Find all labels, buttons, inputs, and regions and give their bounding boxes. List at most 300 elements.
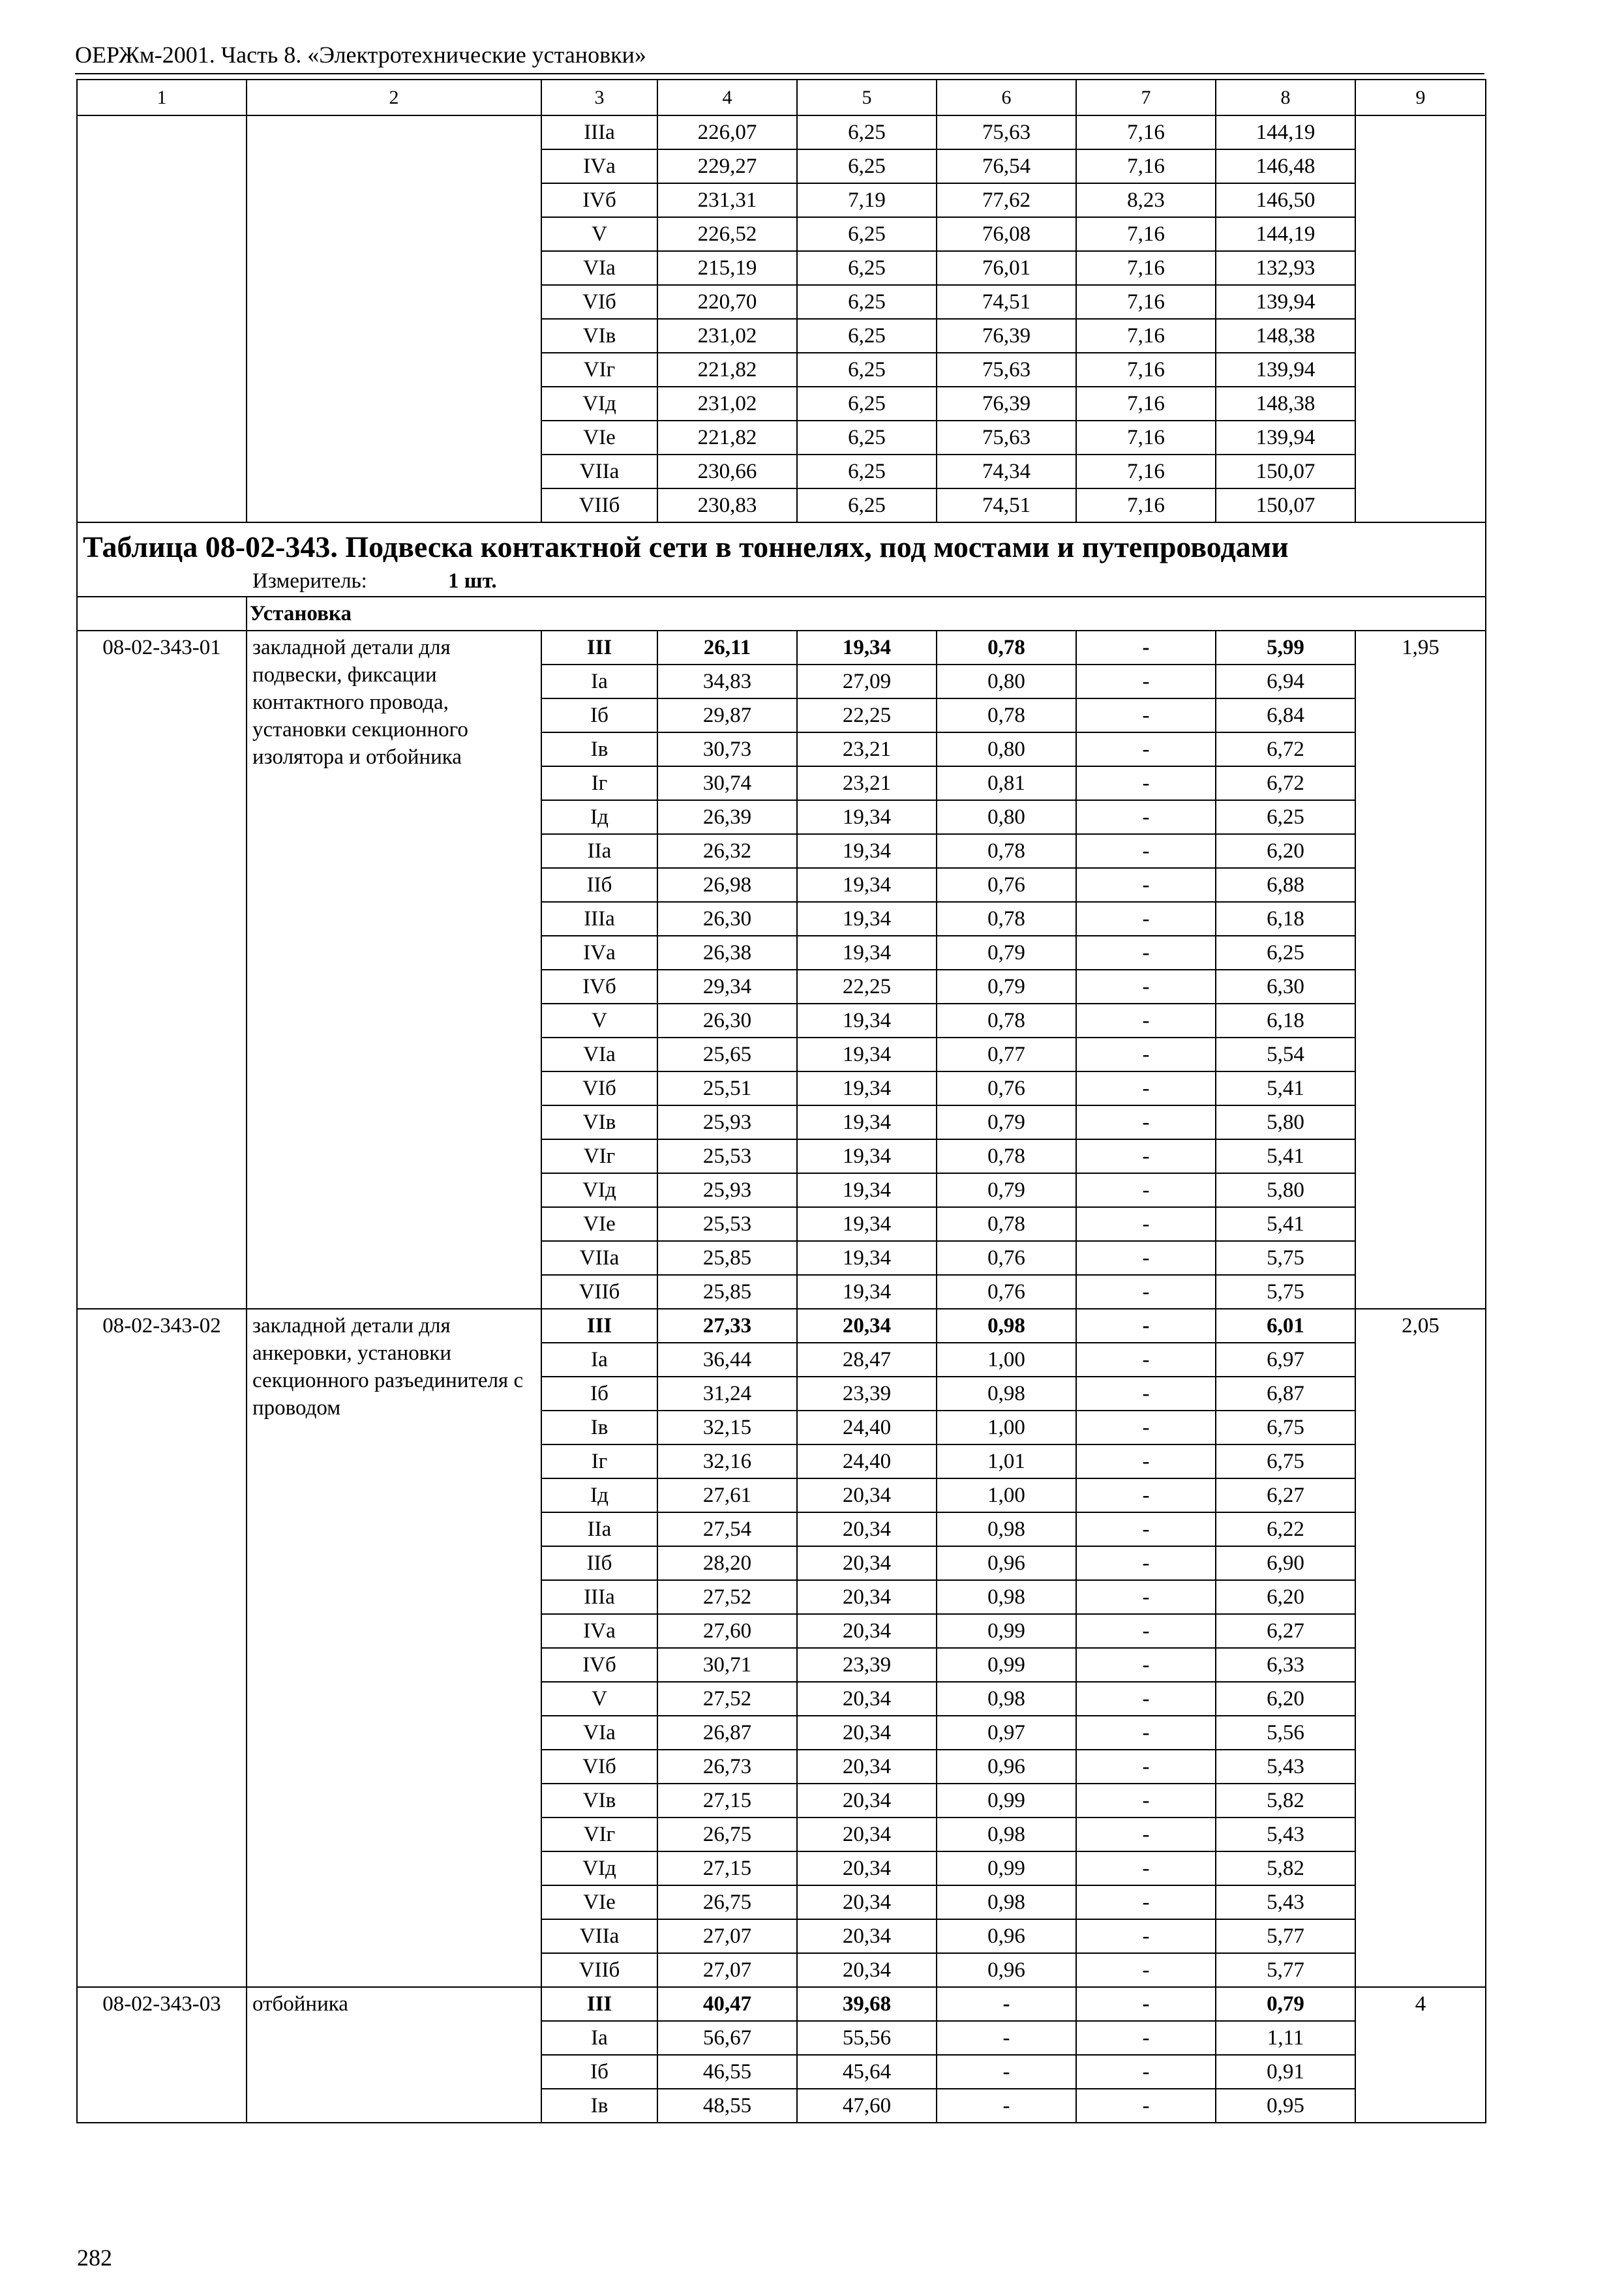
value-cell: 74,34 — [937, 455, 1076, 488]
value-cell: - — [1076, 1241, 1216, 1275]
value-cell: 0,95 — [1216, 2089, 1355, 2123]
zone-cell: Iд — [541, 800, 657, 834]
value-cell: 139,94 — [1216, 285, 1355, 319]
rate-cell: 2,05 — [1355, 1309, 1486, 1987]
value-cell: 20,34 — [797, 1919, 937, 1953]
value-cell: 19,34 — [797, 800, 937, 834]
value-cell: - — [1076, 1478, 1216, 1512]
value-cell: 19,34 — [797, 1207, 937, 1241]
value-cell: 230,83 — [657, 488, 797, 522]
value-cell: 19,34 — [797, 1241, 937, 1275]
value-cell: 150,07 — [1216, 455, 1355, 488]
value-cell: 76,54 — [937, 149, 1076, 183]
value-cell: - — [1076, 1987, 1216, 2021]
value-cell: 5,82 — [1216, 1784, 1355, 1818]
value-cell: 55,56 — [797, 2021, 937, 2055]
zone-cell: Iа — [541, 665, 657, 698]
unit-label: Измеритель: — [252, 569, 367, 593]
value-cell: 7,16 — [1076, 387, 1216, 421]
value-cell: 0,76 — [937, 868, 1076, 902]
column-number-row — [77, 80, 1486, 115]
value-cell: 6,25 — [797, 149, 937, 183]
value-cell: 220,70 — [657, 285, 797, 319]
column-number: 3 — [541, 80, 657, 115]
value-cell: 5,80 — [1216, 1173, 1355, 1207]
value-cell: 19,34 — [797, 1004, 937, 1038]
value-cell: 0,79 — [937, 1105, 1076, 1139]
value-cell: 7,16 — [1076, 421, 1216, 455]
value-cell: 132,93 — [1216, 251, 1355, 285]
value-cell: 5,77 — [1216, 1953, 1355, 1987]
value-cell: 6,90 — [1216, 1546, 1355, 1580]
value-cell: 0,99 — [937, 1851, 1076, 1885]
value-cell: 215,19 — [657, 251, 797, 285]
value-cell: 27,09 — [797, 665, 937, 698]
value-cell: - — [1076, 1784, 1216, 1818]
rate-cell: 1,95 — [1355, 631, 1486, 1309]
value-cell: 144,19 — [1216, 115, 1355, 149]
value-cell: 20,34 — [797, 1784, 937, 1818]
zone-cell: IIб — [541, 1546, 657, 1580]
value-cell: - — [1076, 766, 1216, 800]
value-cell: 7,16 — [1076, 455, 1216, 488]
value-cell: 0,76 — [937, 1275, 1076, 1309]
section-spacer — [77, 597, 247, 631]
table-title-row — [77, 522, 1486, 597]
value-cell: - — [1076, 698, 1216, 732]
value-cell: 29,34 — [657, 970, 797, 1004]
value-cell: 150,07 — [1216, 488, 1355, 522]
value-cell: 74,51 — [937, 488, 1076, 522]
value-cell: 0,96 — [937, 1953, 1076, 1987]
value-cell: 48,55 — [657, 2089, 797, 2123]
value-cell: - — [1076, 2055, 1216, 2089]
value-cell: - — [1076, 631, 1216, 665]
value-cell: 5,43 — [1216, 1885, 1355, 1919]
column-number: 8 — [1216, 80, 1355, 115]
value-cell: 0,80 — [937, 665, 1076, 698]
page-number: 282 — [77, 2245, 112, 2271]
zone-cell: IVб — [541, 183, 657, 217]
value-cell: - — [1076, 1038, 1216, 1071]
value-cell: - — [1076, 665, 1216, 698]
value-cell: 19,34 — [797, 1038, 937, 1071]
zone-cell: VIд — [541, 1173, 657, 1207]
zone-cell: VIIб — [541, 1275, 657, 1309]
value-cell: 26,11 — [657, 631, 797, 665]
value-cell: 148,38 — [1216, 387, 1355, 421]
value-cell: 23,39 — [797, 1648, 937, 1682]
value-cell: 39,68 — [797, 1987, 937, 2021]
value-cell: - — [1076, 1377, 1216, 1411]
value-cell: 28,47 — [797, 1343, 937, 1377]
value-cell: 20,34 — [797, 1309, 937, 1343]
page-header: ОЕРЖм-2001. Часть 8. «Электротехнические установки» — [75, 42, 646, 68]
value-cell: 229,27 — [657, 149, 797, 183]
column-number: 9 — [1355, 80, 1486, 115]
value-cell: 26,75 — [657, 1885, 797, 1919]
value-cell: 19,34 — [797, 1071, 937, 1105]
value-cell: 5,77 — [1216, 1919, 1355, 1953]
value-cell: 6,25 — [797, 217, 937, 251]
value-cell: 6,20 — [1216, 1682, 1355, 1716]
value-cell: 6,30 — [1216, 970, 1355, 1004]
value-cell: 5,43 — [1216, 1750, 1355, 1784]
value-cell: 5,41 — [1216, 1071, 1355, 1105]
column-number: 7 — [1076, 80, 1216, 115]
value-cell: 7,16 — [1076, 488, 1216, 522]
table-row — [77, 1987, 1486, 2021]
value-cell: 1,00 — [937, 1343, 1076, 1377]
zone-cell: IVа — [541, 149, 657, 183]
value-cell: - — [937, 2089, 1076, 2123]
value-cell: 139,94 — [1216, 421, 1355, 455]
value-cell: - — [1076, 732, 1216, 766]
value-cell: 0,79 — [937, 936, 1076, 970]
value-cell: 6,25 — [797, 387, 937, 421]
code-cell — [77, 115, 247, 522]
zone-cell: IIIа — [541, 1580, 657, 1614]
zone-cell: Iа — [541, 2021, 657, 2055]
value-cell: 0,98 — [937, 1512, 1076, 1546]
value-cell: 231,02 — [657, 319, 797, 353]
value-cell: 77,62 — [937, 183, 1076, 217]
zone-cell: VIв — [541, 1784, 657, 1818]
value-cell: - — [1076, 1885, 1216, 1919]
value-cell: - — [1076, 2021, 1216, 2055]
value-cell: 6,72 — [1216, 732, 1355, 766]
table-title: Таблица 08-02-343. Подвеска контактной сети в тоннелях, под мостами и путепроводами — [83, 530, 1289, 563]
value-cell: 36,44 — [657, 1343, 797, 1377]
value-cell: 6,33 — [1216, 1648, 1355, 1682]
value-cell: 29,87 — [657, 698, 797, 732]
value-cell: 27,15 — [657, 1851, 797, 1885]
zone-cell: VIг — [541, 353, 657, 387]
value-cell: - — [1076, 1750, 1216, 1784]
value-cell: 6,75 — [1216, 1444, 1355, 1478]
value-cell: 0,97 — [937, 1716, 1076, 1750]
value-cell: 26,73 — [657, 1750, 797, 1784]
value-cell: 19,34 — [797, 936, 937, 970]
value-cell: 26,87 — [657, 1716, 797, 1750]
value-cell: 0,99 — [937, 1784, 1076, 1818]
zone-cell: VIб — [541, 1071, 657, 1105]
value-cell: 146,48 — [1216, 149, 1355, 183]
value-cell: 0,98 — [937, 1885, 1076, 1919]
zone-cell: Iб — [541, 1377, 657, 1411]
zone-cell: VIIа — [541, 1919, 657, 1953]
name-cell: закладной детали для анкеровки, установки секционного разъединителя с проводом — [247, 1309, 541, 1987]
value-cell: 0,78 — [937, 902, 1076, 936]
value-cell: 8,23 — [1076, 183, 1216, 217]
zone-cell: IVа — [541, 936, 657, 970]
value-cell: 26,39 — [657, 800, 797, 834]
zone-cell: V — [541, 217, 657, 251]
value-cell: 230,66 — [657, 455, 797, 488]
value-cell: 0,79 — [937, 1173, 1076, 1207]
value-cell: 7,16 — [1076, 115, 1216, 149]
value-cell: 1,00 — [937, 1411, 1076, 1444]
value-cell: 19,34 — [797, 631, 937, 665]
rate-cell — [1355, 115, 1486, 522]
value-cell: 24,40 — [797, 1411, 937, 1444]
value-cell: 20,34 — [797, 1682, 937, 1716]
code-cell: 08-02-343-02 — [77, 1309, 247, 1987]
value-cell: 7,16 — [1076, 319, 1216, 353]
zone-cell: VIд — [541, 387, 657, 421]
value-cell: 19,34 — [797, 902, 937, 936]
value-cell: 0,98 — [937, 1682, 1076, 1716]
zone-cell: VIIб — [541, 488, 657, 522]
value-cell: 20,34 — [797, 1478, 937, 1512]
value-cell: 6,72 — [1216, 766, 1355, 800]
zone-cell: VIIб — [541, 1953, 657, 1987]
code-cell: 08-02-343-01 — [77, 631, 247, 1309]
zone-cell: IIIа — [541, 902, 657, 936]
value-cell: 25,65 — [657, 1038, 797, 1071]
value-cell: 221,82 — [657, 353, 797, 387]
code-cell: 08-02-343-03 — [77, 1987, 247, 2123]
value-cell: - — [1076, 1953, 1216, 1987]
value-cell: 144,19 — [1216, 217, 1355, 251]
value-cell: 6,25 — [797, 115, 937, 149]
zone-cell: Iд — [541, 1478, 657, 1512]
value-cell: 19,34 — [797, 1139, 937, 1173]
value-cell: 5,41 — [1216, 1139, 1355, 1173]
value-cell: 20,34 — [797, 1953, 937, 1987]
value-cell: 148,38 — [1216, 319, 1355, 353]
value-cell: 6,27 — [1216, 1478, 1355, 1512]
value-cell: 0,78 — [937, 1139, 1076, 1173]
value-cell: 146,50 — [1216, 183, 1355, 217]
value-cell: 0,76 — [937, 1241, 1076, 1275]
value-cell: 27,54 — [657, 1512, 797, 1546]
value-cell: 6,25 — [1216, 800, 1355, 834]
value-cell: 221,82 — [657, 421, 797, 455]
value-cell: 20,34 — [797, 1614, 937, 1648]
value-cell: 22,25 — [797, 970, 937, 1004]
value-cell: 20,34 — [797, 1818, 937, 1851]
value-cell: 6,27 — [1216, 1614, 1355, 1648]
value-cell: - — [1076, 834, 1216, 868]
value-cell: - — [937, 2055, 1076, 2089]
value-cell: 75,63 — [937, 353, 1076, 387]
value-cell: 23,39 — [797, 1377, 937, 1411]
value-cell: 7,16 — [1076, 217, 1216, 251]
value-cell: 76,01 — [937, 251, 1076, 285]
value-cell: 22,25 — [797, 698, 937, 732]
value-cell: 1,00 — [937, 1478, 1076, 1512]
value-cell: 24,40 — [797, 1444, 937, 1478]
value-cell: 5,82 — [1216, 1851, 1355, 1885]
zone-cell: VIе — [541, 1885, 657, 1919]
zone-cell: Iг — [541, 1444, 657, 1478]
zone-cell: III — [541, 1309, 657, 1343]
column-number: 6 — [937, 80, 1076, 115]
value-cell: - — [1076, 1682, 1216, 1716]
value-cell: 25,51 — [657, 1071, 797, 1105]
value-cell: 0,99 — [937, 1648, 1076, 1682]
value-cell: 0,77 — [937, 1038, 1076, 1071]
price-table — [76, 79, 1486, 2123]
zone-cell: VIIа — [541, 1241, 657, 1275]
value-cell: 7,16 — [1076, 251, 1216, 285]
zone-cell: VIв — [541, 319, 657, 353]
table-row — [77, 115, 1486, 149]
value-cell: - — [1076, 1004, 1216, 1038]
value-cell: 47,60 — [797, 2089, 937, 2123]
value-cell: 76,39 — [937, 387, 1076, 421]
value-cell: 6,01 — [1216, 1309, 1355, 1343]
value-cell: 27,07 — [657, 1919, 797, 1953]
value-cell: 1,11 — [1216, 2021, 1355, 2055]
value-cell: 6,20 — [1216, 1580, 1355, 1614]
value-cell: - — [1076, 1309, 1216, 1343]
value-cell: - — [1076, 1512, 1216, 1546]
value-cell: 0,78 — [937, 631, 1076, 665]
value-cell: 46,55 — [657, 2055, 797, 2089]
value-cell: - — [937, 1987, 1076, 2021]
value-cell: 6,20 — [1216, 834, 1355, 868]
value-cell: 27,33 — [657, 1309, 797, 1343]
unit-value: 1 шт. — [448, 569, 497, 593]
value-cell: 6,84 — [1216, 698, 1355, 732]
value-cell: 32,15 — [657, 1411, 797, 1444]
zone-cell: Iа — [541, 1343, 657, 1377]
value-cell: 226,52 — [657, 217, 797, 251]
unit-line — [83, 566, 1480, 596]
value-cell: - — [1076, 1546, 1216, 1580]
value-cell: - — [1076, 1648, 1216, 1682]
value-cell: - — [1076, 1343, 1216, 1377]
value-cell: 26,30 — [657, 902, 797, 936]
value-cell: 23,21 — [797, 732, 937, 766]
table-title-cell — [77, 522, 1486, 597]
value-cell: 139,94 — [1216, 353, 1355, 387]
value-cell: 56,67 — [657, 2021, 797, 2055]
value-cell: 20,34 — [797, 1580, 937, 1614]
value-cell: 26,32 — [657, 834, 797, 868]
value-cell: 20,34 — [797, 1750, 937, 1784]
value-cell: 5,56 — [1216, 1716, 1355, 1750]
value-cell: 1,01 — [937, 1444, 1076, 1478]
value-cell: 25,85 — [657, 1241, 797, 1275]
section-row — [77, 597, 1486, 631]
value-cell: - — [1076, 902, 1216, 936]
value-cell: 6,87 — [1216, 1377, 1355, 1411]
value-cell: 27,52 — [657, 1682, 797, 1716]
section-title: Установка — [247, 597, 1486, 631]
value-cell: 75,63 — [937, 115, 1076, 149]
zone-cell: Iб — [541, 2055, 657, 2089]
value-cell: - — [1076, 1071, 1216, 1105]
value-cell: 19,34 — [797, 868, 937, 902]
value-cell: 0,78 — [937, 698, 1076, 732]
value-cell: 0,99 — [937, 1614, 1076, 1648]
table-row — [77, 631, 1486, 665]
value-cell: 19,34 — [797, 834, 937, 868]
value-cell: - — [1076, 800, 1216, 834]
value-cell: 6,22 — [1216, 1512, 1355, 1546]
value-cell: - — [937, 2021, 1076, 2055]
value-cell: 27,15 — [657, 1784, 797, 1818]
value-cell: 74,51 — [937, 285, 1076, 319]
zone-cell: IIIа — [541, 115, 657, 149]
zone-cell: VIа — [541, 1716, 657, 1750]
value-cell: 5,54 — [1216, 1038, 1355, 1071]
value-cell: 6,25 — [797, 488, 937, 522]
value-cell: 0,98 — [937, 1309, 1076, 1343]
value-cell: 20,34 — [797, 1716, 937, 1750]
value-cell: 0,76 — [937, 1071, 1076, 1105]
zone-cell: VIе — [541, 1207, 657, 1241]
value-cell: 6,25 — [797, 421, 937, 455]
value-cell: - — [1076, 1818, 1216, 1851]
value-cell: 5,75 — [1216, 1275, 1355, 1309]
zone-cell: Iв — [541, 2089, 657, 2123]
value-cell: 5,43 — [1216, 1818, 1355, 1851]
value-cell: 26,38 — [657, 936, 797, 970]
zone-cell: Iг — [541, 766, 657, 800]
value-cell: 6,18 — [1216, 1004, 1355, 1038]
value-cell: 25,53 — [657, 1207, 797, 1241]
value-cell: 25,53 — [657, 1139, 797, 1173]
value-cell: 0,81 — [937, 766, 1076, 800]
value-cell: 26,75 — [657, 1818, 797, 1851]
zone-cell: VIб — [541, 285, 657, 319]
zone-cell: VIIа — [541, 455, 657, 488]
zone-cell: III — [541, 631, 657, 665]
name-cell: закладной детали для подвески, фиксации контактного провода, установки секционного изолятора и отбойника — [247, 631, 541, 1309]
header-rule — [75, 73, 1484, 74]
value-cell: 32,16 — [657, 1444, 797, 1478]
value-cell: 6,25 — [797, 455, 937, 488]
value-cell: 0,96 — [937, 1750, 1076, 1784]
zone-cell: VIв — [541, 1105, 657, 1139]
value-cell: 26,98 — [657, 868, 797, 902]
value-cell: 27,07 — [657, 1953, 797, 1987]
zone-cell: V — [541, 1004, 657, 1038]
value-cell: 6,25 — [797, 353, 937, 387]
value-cell: 20,34 — [797, 1512, 937, 1546]
value-cell: 23,21 — [797, 766, 937, 800]
value-cell: - — [1076, 1275, 1216, 1309]
value-cell: 28,20 — [657, 1546, 797, 1580]
value-cell: 7,16 — [1076, 353, 1216, 387]
value-cell: 26,30 — [657, 1004, 797, 1038]
table-row — [77, 1309, 1486, 1343]
value-cell: 0,79 — [1216, 1987, 1355, 2021]
value-cell: - — [1076, 1173, 1216, 1207]
value-cell: 0,80 — [937, 732, 1076, 766]
value-cell: 0,96 — [937, 1919, 1076, 1953]
value-cell: 27,60 — [657, 1614, 797, 1648]
value-cell: - — [1076, 2089, 1216, 2123]
value-cell: 0,78 — [937, 1207, 1076, 1241]
value-cell: 5,80 — [1216, 1105, 1355, 1139]
value-cell: 6,25 — [797, 319, 937, 353]
zone-cell: V — [541, 1682, 657, 1716]
value-cell: 5,41 — [1216, 1207, 1355, 1241]
value-cell: 19,34 — [797, 1275, 937, 1309]
value-cell: 30,73 — [657, 732, 797, 766]
value-cell: 0,98 — [937, 1377, 1076, 1411]
value-cell: 0,96 — [937, 1546, 1076, 1580]
value-cell: 6,94 — [1216, 665, 1355, 698]
value-cell: 5,75 — [1216, 1241, 1355, 1275]
value-cell: - — [1076, 1207, 1216, 1241]
column-number: 4 — [657, 80, 797, 115]
